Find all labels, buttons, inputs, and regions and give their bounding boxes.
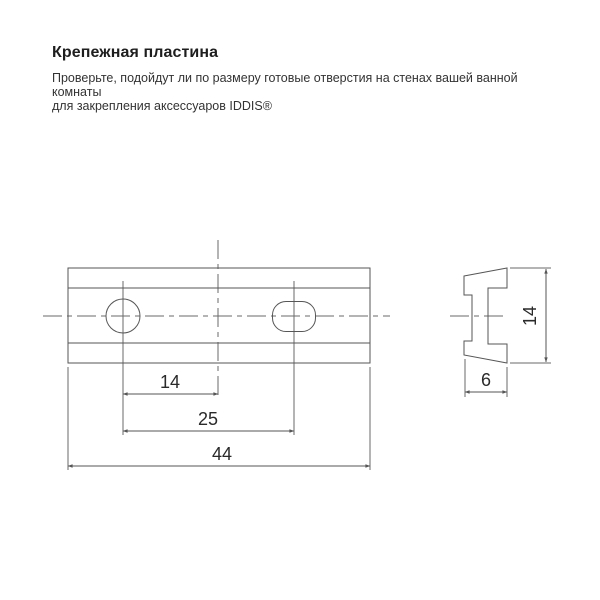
- dimension-label-44: 44: [211, 444, 233, 464]
- dimension-label-6: 6: [480, 370, 492, 390]
- page-title: Крепежная пластина: [52, 44, 219, 61]
- dimension-label-height-14: 14: [520, 305, 540, 327]
- description-line-2: для закрепления аксессуаров IDDIS®: [52, 99, 272, 113]
- dimension-label-14: 14: [159, 372, 181, 392]
- description-line-1: Проверьте, подойдут ли по размеру готовые отверстия на стенах вашей ванной комнаты: [52, 71, 518, 99]
- front-view: [43, 240, 390, 470]
- side-view: [450, 268, 551, 397]
- dimension-label-25: 25: [197, 409, 219, 429]
